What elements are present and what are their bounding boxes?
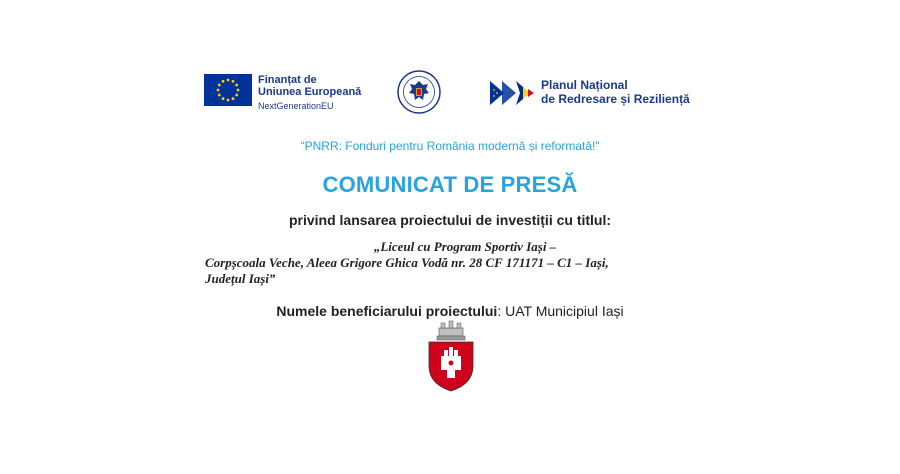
page-title: COMUNICAT DE PRESĂ	[322, 172, 578, 197]
iasi-coat-of-arms-icon	[425, 320, 477, 392]
project-title-line2: Corpșcoala Veche, Aleea Grigore Ghica Vodă nr. 28 CF 171171 – C1 – Iași,	[205, 255, 609, 270]
project-title-line3: Județul Iași”	[205, 271, 276, 286]
pnrr-line2: de Redresare și Reziliență	[541, 92, 690, 106]
eu-line3: NextGenerationEU	[258, 101, 334, 111]
beneficiary-value: : UAT Municipiul Iași	[497, 303, 624, 319]
project-title-line1: „Liceul cu Program Sportiv Iași –	[373, 239, 557, 254]
subheading: privind lansarea proiectului de investiții cu titlul:	[288, 212, 612, 228]
eu-line2: Uniunea Europeană	[258, 86, 362, 98]
tagline: “PNRR: Fonduri pentru România modernă și reformată!”	[300, 139, 600, 153]
project-title	[0, 239, 900, 287]
pnrr-label	[541, 78, 690, 106]
pnrr-line1: Planul Național	[541, 78, 628, 92]
beneficiary-label: Numele beneficiarului proiectului	[276, 303, 498, 319]
pnrr-logo-icon	[490, 78, 540, 108]
eu-flag-icon	[204, 74, 252, 106]
beneficiary-line	[0, 303, 900, 319]
guvernul-romaniei-seal-icon	[397, 70, 441, 114]
eu-line1: Finanțat de	[258, 74, 317, 86]
eu-funding-label	[258, 74, 361, 112]
